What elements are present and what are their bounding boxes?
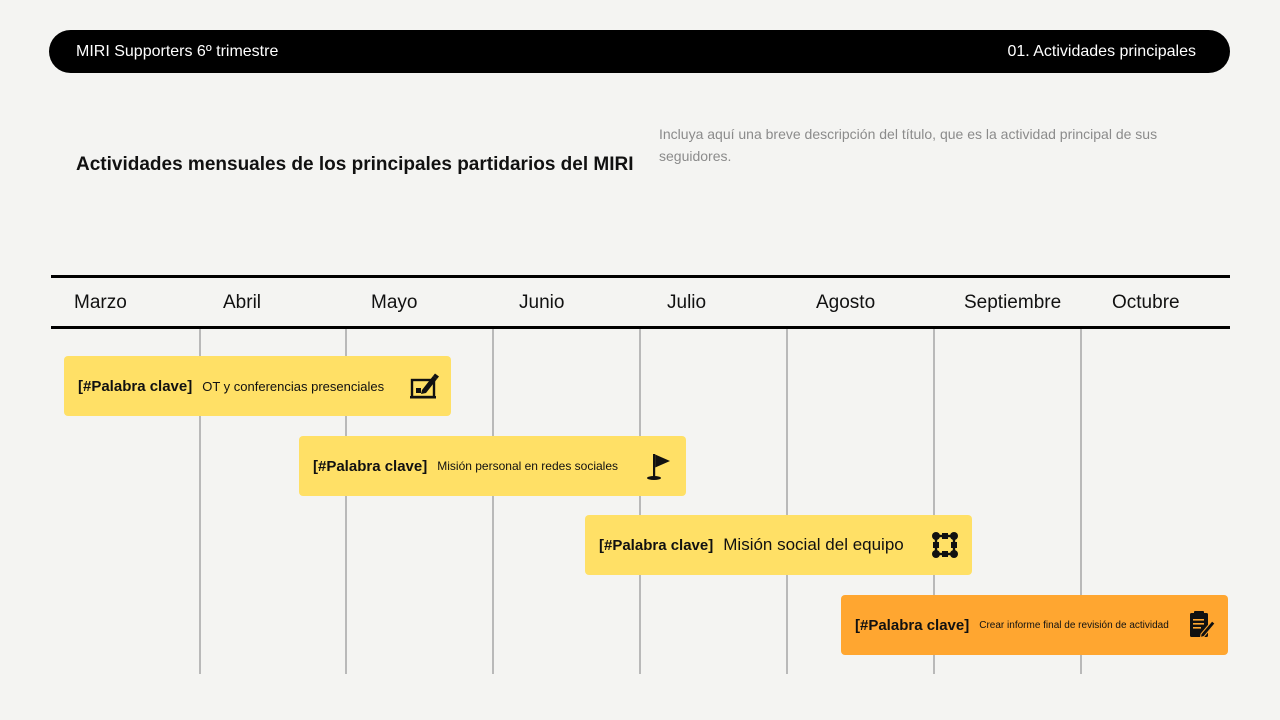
month-divider bbox=[492, 329, 494, 674]
activity-bar-4[interactable] bbox=[841, 595, 1228, 655]
month-divider bbox=[786, 329, 788, 674]
activity-keyword: [#Palabra clave] bbox=[78, 377, 193, 395]
activity-text: Crear informe final de revisión de actividad bbox=[979, 619, 1169, 631]
activity-keyword: [#Palabra clave] bbox=[313, 457, 428, 475]
activity-keyword: [#Palabra clave] bbox=[855, 616, 970, 634]
team-network-icon bbox=[930, 530, 960, 560]
month-label-junio: Junio bbox=[519, 292, 565, 313]
month-label-marzo: Marzo bbox=[74, 292, 127, 313]
activity-bar-1[interactable] bbox=[64, 356, 451, 416]
whiteboard-pencil-icon bbox=[409, 371, 439, 401]
flag-icon bbox=[644, 451, 674, 481]
title-description: Incluya aquí una breve descripción del título, que es la actividad principal de sus seguidores. bbox=[659, 126, 1158, 164]
activity-keyword: [#Palabra clave] bbox=[599, 536, 714, 554]
activity-text: Misión personal en redes sociales bbox=[437, 459, 619, 473]
activity-text: Misión social del equipo bbox=[723, 535, 904, 554]
month-label-abril: Abril bbox=[223, 292, 262, 313]
header-right-title: 01. Actividades principales bbox=[1007, 42, 1196, 60]
month-label-julio: Julio bbox=[667, 292, 707, 313]
month-label-agosto: Agosto bbox=[816, 292, 876, 313]
month-label-septiembre: Septiembre bbox=[964, 292, 1062, 313]
report-edit-icon bbox=[1186, 610, 1216, 640]
activity-bar-2[interactable] bbox=[299, 436, 686, 496]
header-left-title: MIRI Supporters 6º trimestre bbox=[76, 42, 279, 60]
month-label-mayo: Mayo bbox=[371, 292, 418, 313]
header-bar bbox=[49, 30, 1230, 73]
month-divider bbox=[639, 329, 641, 674]
activity-text: OT y conferencias presenciales bbox=[202, 378, 385, 394]
activity-bar-3[interactable] bbox=[585, 515, 972, 575]
month-label-octubre: Octubre bbox=[1112, 292, 1180, 313]
timeline-top-rule bbox=[51, 275, 1230, 278]
page-title: Actividades mensuales de los principales partidarios del MIRI bbox=[76, 154, 634, 175]
